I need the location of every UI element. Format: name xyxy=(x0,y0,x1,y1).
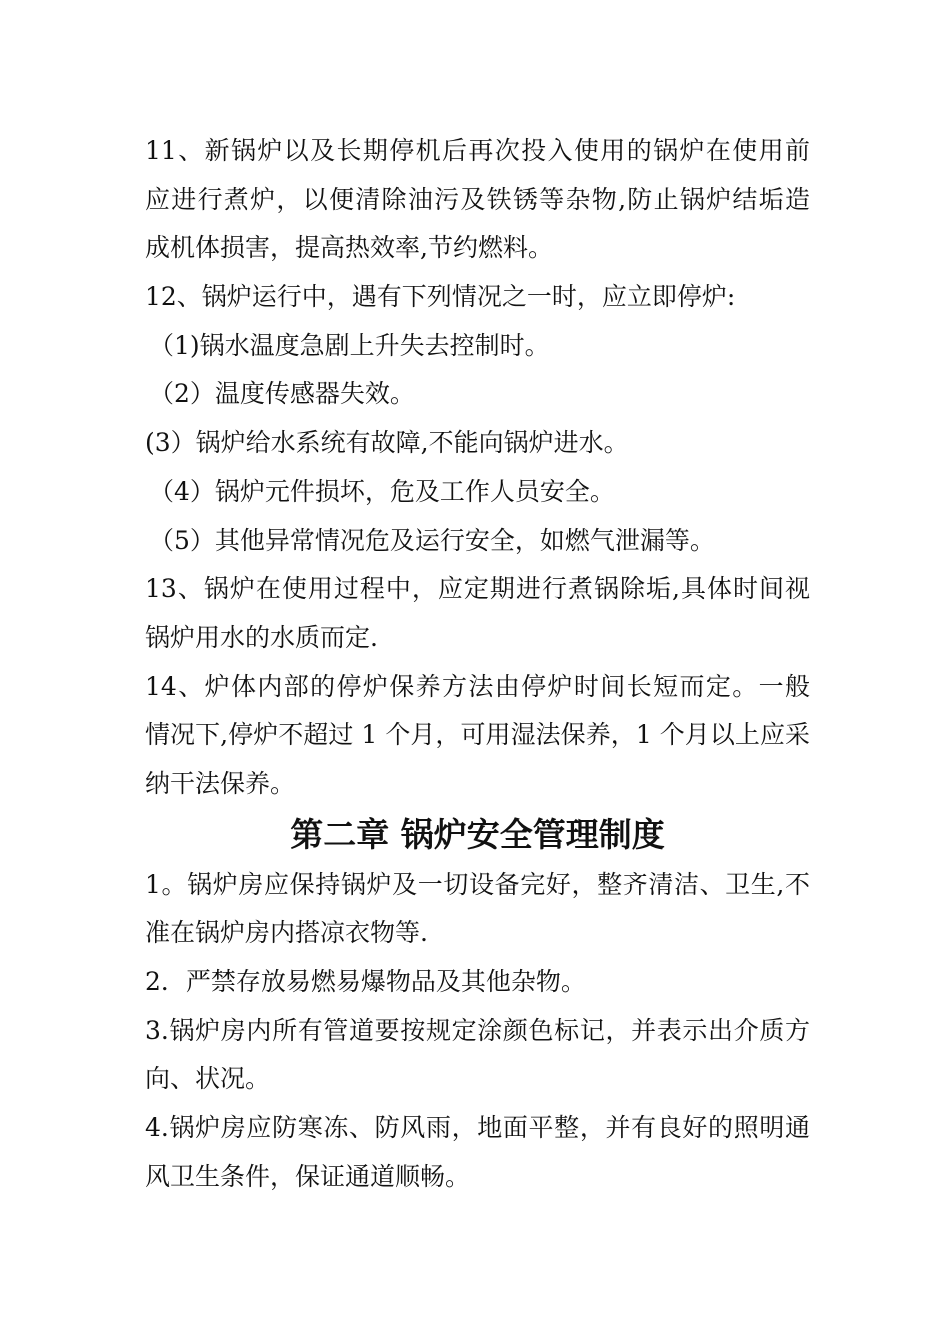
text-line: 2．严禁存放易燃易爆物品及其他杂物。 xyxy=(145,967,586,996)
text-line: （2）温度传感器失效。 xyxy=(149,379,415,409)
list-item-3 xyxy=(145,419,810,468)
text-line: 向、状况。 xyxy=(145,1064,271,1094)
text-line: 4.锅炉房应防寒冻、防风雨，地面平整，并有良好的照明通 xyxy=(145,1113,810,1143)
text-line: 纳干法保养。 xyxy=(145,768,296,798)
rule-item-3 xyxy=(145,1007,810,1104)
text-line: （5）其他异常情况危及运行安全，如燃气泄漏等。 xyxy=(149,525,715,555)
list-item-1 xyxy=(145,322,810,371)
rule-item-2 xyxy=(145,958,810,1007)
document-page xyxy=(145,127,810,1201)
text-line: 1。锅炉房应保持锅炉及一切设备完好，整齐清洁、卫生,不 xyxy=(145,869,810,899)
text-line: （4）锅炉元件损坏，危及工作人员安全。 xyxy=(149,476,615,506)
rule-item-1 xyxy=(145,861,810,958)
text-line: 13、锅炉在使用过程中，应定期进行煮锅除垢,具体时间视 xyxy=(145,574,810,604)
chapter-title: 第二章 锅炉安全管理制度 xyxy=(290,814,665,854)
paragraph-item-12 xyxy=(145,273,810,322)
text-line: （1)锅水温度急剧上升失去控制时。 xyxy=(149,330,550,360)
text-line: 成机体损害，提高热效率,节约燃料。 xyxy=(145,233,553,263)
list-item-4 xyxy=(145,468,810,517)
paragraph-item-11 xyxy=(145,127,810,273)
text-line: 锅炉用水的水质而定. xyxy=(145,622,378,652)
text-line: 准在锅炉房内搭凉衣物等. xyxy=(145,918,428,948)
rule-item-4 xyxy=(145,1104,810,1201)
paragraph-item-13 xyxy=(145,565,810,662)
list-item-5 xyxy=(145,517,810,566)
text-line: 风卫生条件，保证通道顺畅。 xyxy=(145,1161,471,1191)
text-line: 14、炉体内部的停炉保养方法由停炉时间长短而定。一般 xyxy=(145,671,810,701)
text-line: (3）锅炉给水系统有故障,不能向锅炉进水。 xyxy=(145,428,629,458)
text-line: 应进行煮炉，以便清除油污及铁锈等杂物,防止锅炉结垢造 xyxy=(145,184,810,214)
text-line: 11、新锅炉以及长期停机后再次投入使用的锅炉在使用前 xyxy=(145,136,810,165)
list-item-2 xyxy=(145,370,810,419)
text-line: 情况下,停炉不超过 1 个月，可用湿法保养，1 个月以上应采 xyxy=(145,720,810,750)
text-line: 3.锅炉房内所有管道要按规定涂颜色标记，并表示出介质方 xyxy=(145,1015,810,1045)
paragraph-item-14 xyxy=(145,663,810,809)
text-line: 12、锅炉运行中，遇有下列情况之一时，应立即停炉: xyxy=(145,282,736,312)
